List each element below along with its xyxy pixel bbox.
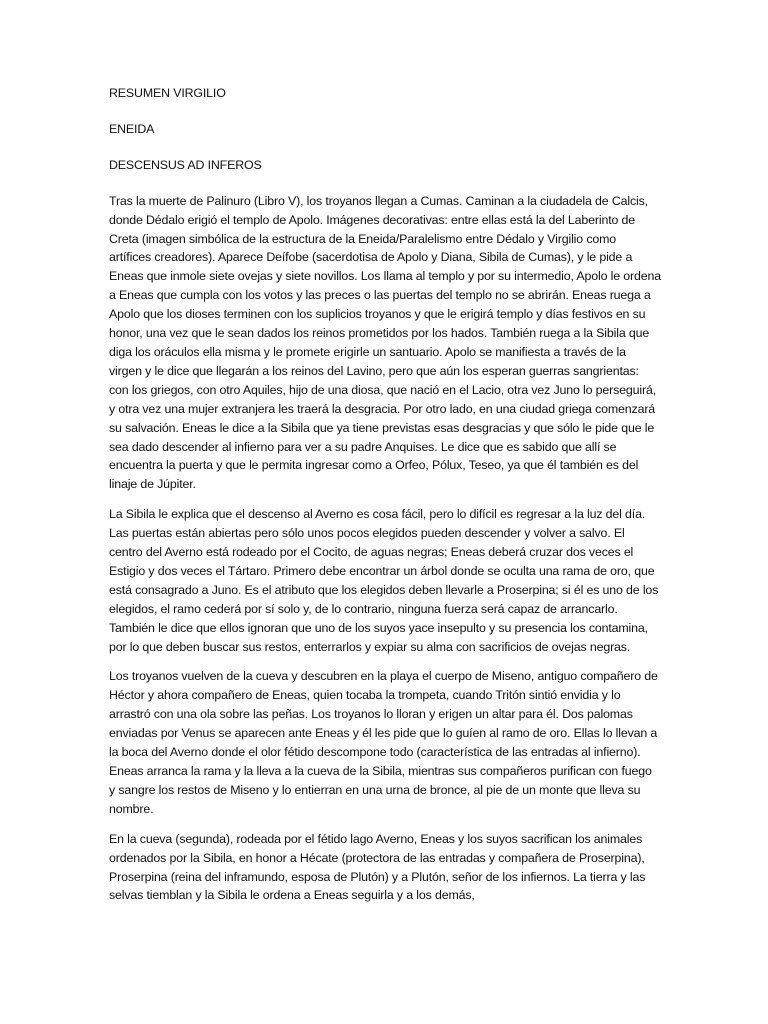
work-title: ENEIDA — [109, 121, 155, 136]
document-title: RESUMEN VIRGILIO — [109, 86, 226, 100]
paragraph-2: La Sibila le explica que el descenso al Averno es cosa fácil, pero lo difícil es regresar a la luz del día. Las puertas están abiertas pero sólo unos pocos elegidos pueden descender y volver a salvo. El centro del Averno está rodeado por el Cocito, de aguas negras; Eneas deberá cruzar dos veces el Estigio y dos veces el Tártaro. Primero debe encontrar un árbol donde se oculta una rama de oro, que está consagrado a Juno. Es el atributo que los elegidos deben llevarle a Proserpina; si él es uno de los elegidos, el ramo cederá por sí solo y, de lo contrario, ninguna fuerza será capaz de arrancarlo. También le dice que ellos ignoran que uno de los suyos yace insepulto y su presencia los contamina, por lo que deben buscar sus restos, enterrarlos y expiar su alma con sacrificios de ovejas negras. — [109, 507, 659, 654]
paragraph-1: Tras la muerte de Palinuro (Libro V), los troyanos llegan a Cumas. Caminan a la ciudadela de Calcis, donde Dédalo erigió el templo de Apolo. Imágenes decorativas: entre ellas está la del Laberinto de Creta (imagen simbólica de la estructura de la Eneida/Paralelismo entre Dédalo y Virgilio como artífices creadores). Aparece Deífobe (sacerdotisa de Apolo y Diana, Sibila de Cumas), y le pide a Eneas que inmole siete ovejas y siete novillos. Los llama al templo y por su intermedio, Apolo le ordena a Eneas que cumpla con los votos y las preces o las puertas del templo no se abrirán. Eneas ruega a Apolo que los dioses terminen con los suplicios troyanos y que le erigirá templo y días festivos en su honor, una vez que le sean dados los reinos prometidos por los hados. También ruega a la Sibila que diga los oráculos ella misma y le promete erigirle un santuario. Apolo se manifiesta a través de la virgen y le dice que llegarán a los reinos del Lavino, pero que aún los esperan guerras sangrientas: con los griegos, con otro Aquiles, hijo de una diosa, que nació en el Lacio, otra vez Juno lo perseguirá, y otra vez una mujer extranjera les traerá la desgracia. Por otro lado, en una ciudad griega comenzará su salvación. Eneas le dice a la Sibila que ya tiene previstas esas desgracias y que sólo le pide que le sea dado descender al infierno para ver a su padre Anquises. Le dice que es sabido que allí se encuentra la puerta y que le permita ingresar como a Orfeo, Pólux, Teseo, ya que él también es del linaje de Júpiter. — [109, 193, 661, 492]
section-title: DESCENSUS AD INFEROS — [109, 157, 262, 172]
document-page — [109, 84, 661, 916]
paragraph-4: En la cueva (segunda), rodeada por el fétido lago Averno, Eneas y los suyos sacrifican los animales ordenados por la Sibila, en honor a Hécate (protectora de las entradas y compañera de Proserpina), Proserpina (reina del inframundo, esposa de Plutón) y a Plutón, señor de los infiernos. La tierra y las selvas tiemblan y la Sibila le ordena a Eneas seguirla y a los demás, — [109, 831, 646, 903]
paragraph-3: Los troyanos vuelven de la cueva y descubren en la playa el cuerpo de Miseno, antiguo compañero de Héctor y ahora compañero de Eneas, quien tocaba la trompeta, cuando Tritón sintió envidia y lo arrastró con una ola sobre las peñas. Los troyanos lo lloran y erigen un altar para él. Dos palomas enviadas por Venus se aparecen ante Eneas y él les pide que lo guíen al ramo de oro. Ellas lo llevan a la boca del Averno donde el olor fétido descompone todo (característica de las entradas al infierno). Eneas arranca la rama y la lleva a la cueva de la Sibila, mientras sus compañeros purifican con fuego y sangre los restos de Miseno y lo entierran en una urna de bronce, al pie de un monte que lleva su nombre. — [109, 669, 658, 816]
